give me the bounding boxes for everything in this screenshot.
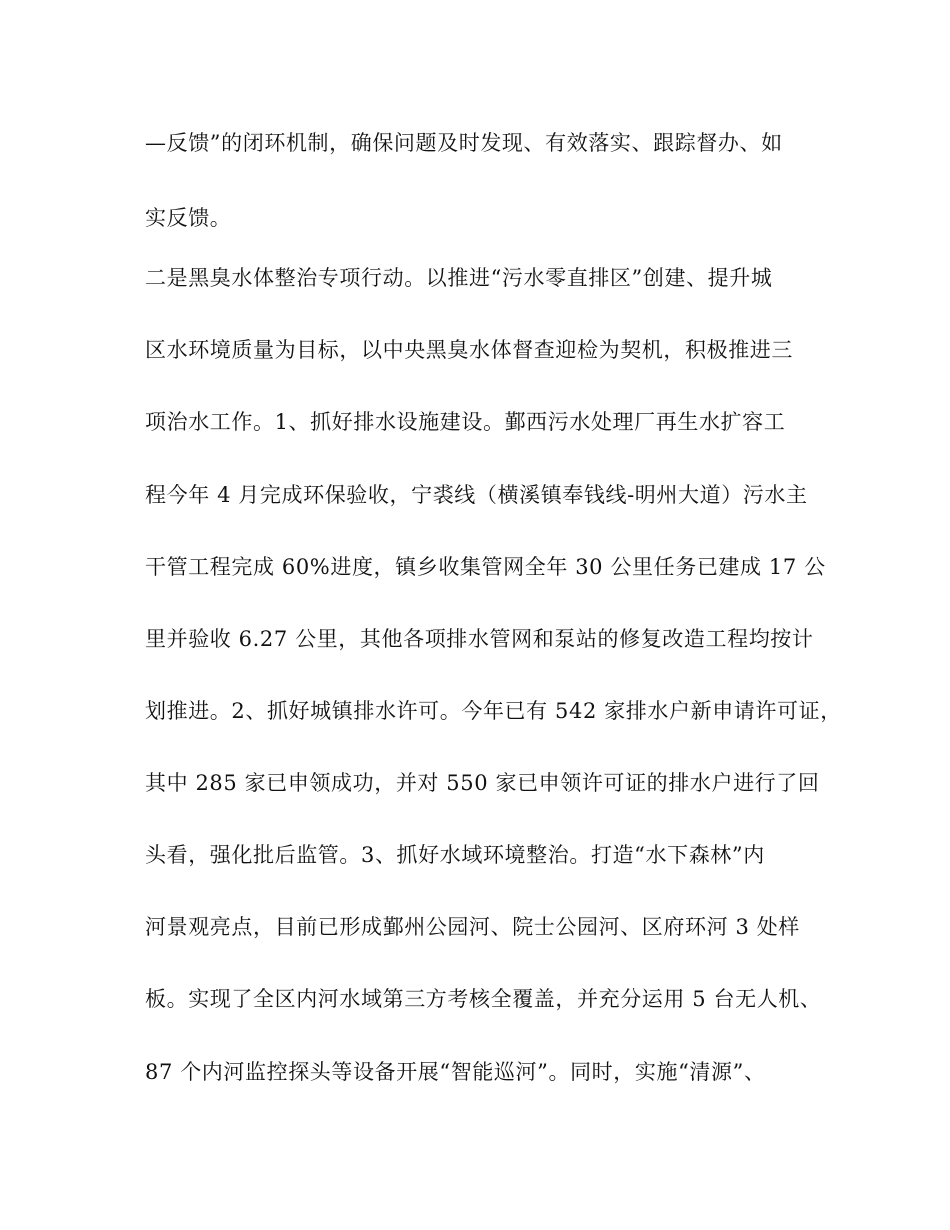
text-line-5: 项治水工作。1、抓好排水设施建设。鄞西污水处理厂再生水扩容工 — [145, 410, 786, 434]
text-line-9: 划推进。2、抓好城镇排水许可。今年已有 542 家排水户新申请许可证， — [145, 699, 842, 723]
text-line-10: 其中 285 家已申领成功，并对 550 家已申领许可证的排水户进行了回 — [145, 771, 820, 795]
text-line-3: 二是黑臭水体整治专项行动。以推进“污水零直排区”创建、提升城 — [145, 266, 773, 290]
text-line-13: 板。实现了全区内河水域第三方考核全覆盖，并充分运用 5 台无人机、 — [145, 987, 822, 1011]
text-line-14: 87 个内河监控探头等设备开展“智能巡河”。同时，实施“清源”、 — [145, 1060, 766, 1084]
text-line-12: 河景观亮点，目前已形成鄞州公园河、院士公园河、区府环河 3 处样 — [145, 915, 800, 939]
text-line-6: 程今年 4 月完成环保验收，宁裘线（横溪镇奉钱线-明州大道）污水主 — [145, 483, 808, 507]
text-line-8: 里并验收 6.27 公里，其他各项排水管网和泵站的修复改造工程均按计 — [145, 627, 814, 651]
text-line-7: 干管工程完成 60%进度，镇乡收集管网全年 30 公里任务已建成 17 公 — [145, 555, 826, 579]
text-line-1: —反馈”的闭环机制，确保问题及时发现、有效落实、跟踪督办、如 — [145, 131, 783, 155]
text-line-4: 区水环境质量为目标，以中央黑臭水体督查迎检为契机，积极推进三 — [145, 338, 793, 362]
text-line-2: 实反馈。 — [145, 206, 232, 230]
text-line-11: 头看，强化批后监管。3、抓好水域环境整治。打造“水下森林”内 — [145, 843, 765, 867]
